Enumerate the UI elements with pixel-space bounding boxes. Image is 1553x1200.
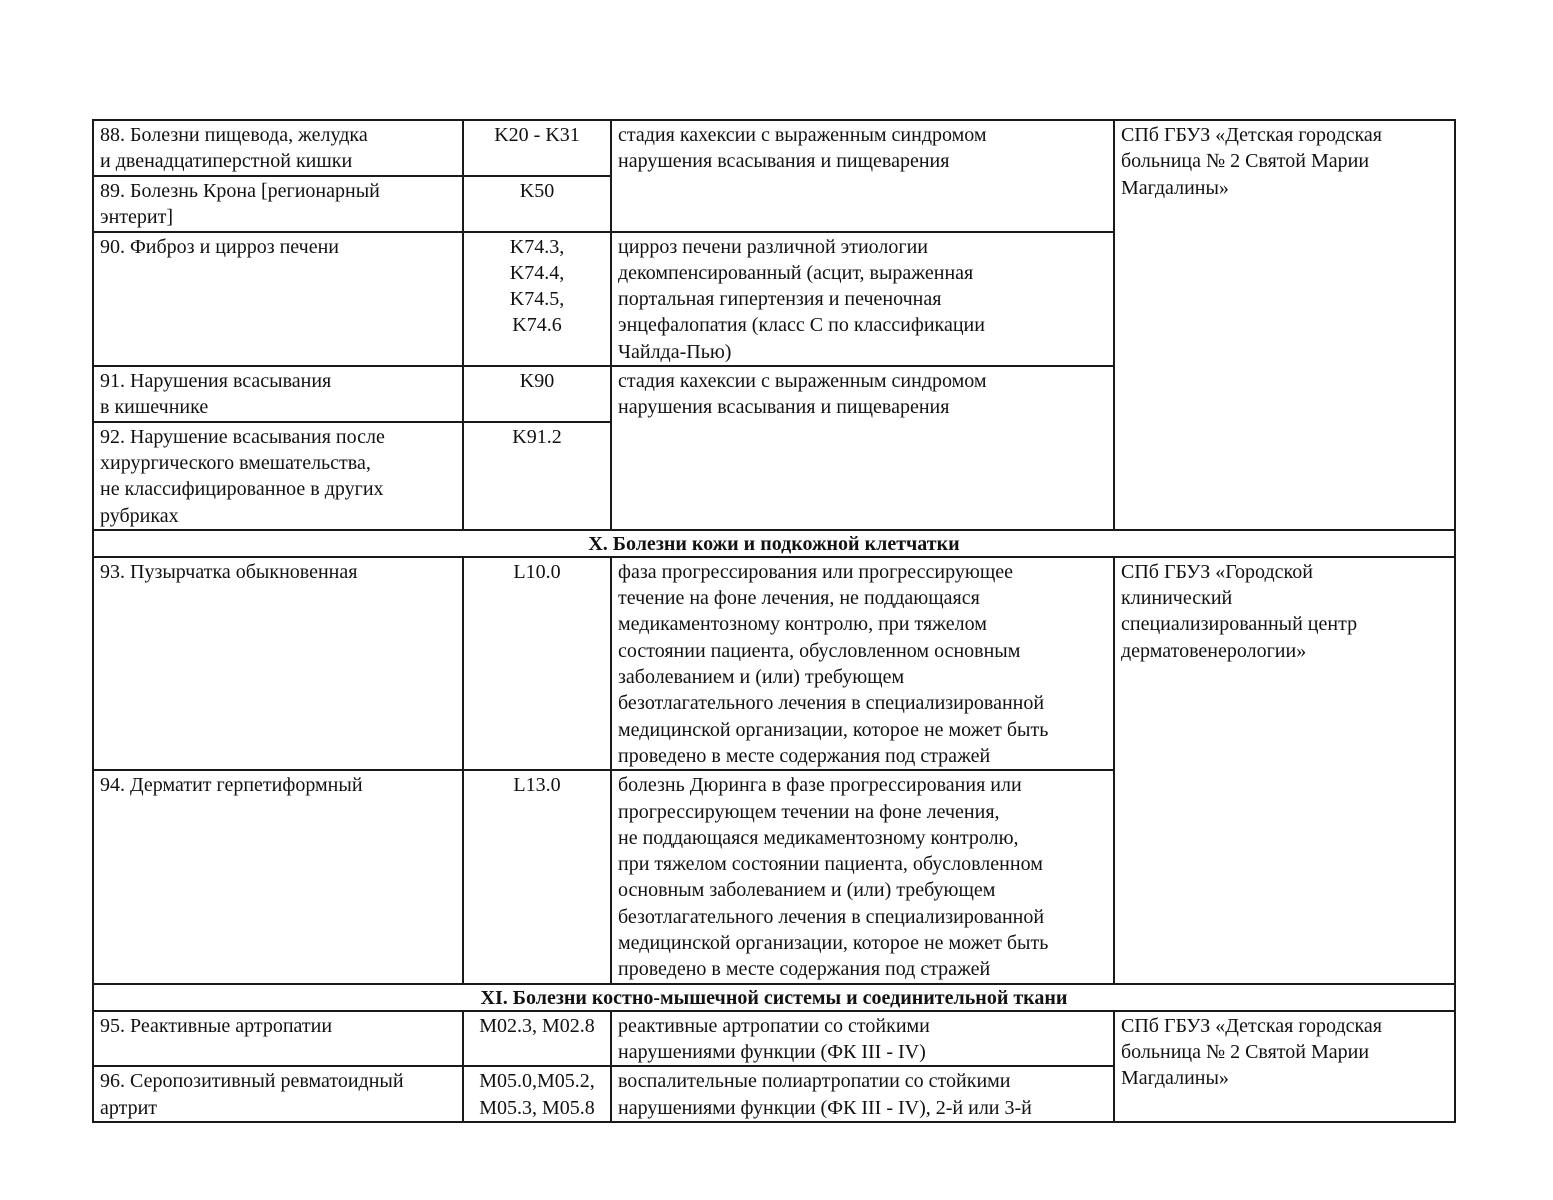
condition-cell <box>611 366 1114 530</box>
text-line: СПб ГБУЗ «Городской <box>1121 560 1313 583</box>
text-line: воспалительные полиартропатии со стойкими <box>618 1070 1011 1093</box>
icd-code-cell <box>463 1066 611 1122</box>
table-row <box>93 120 1455 176</box>
text-line: нарушения всасывания и пищеварения <box>618 150 950 173</box>
text-line: в кишечнике <box>100 396 209 419</box>
icd-code-cell <box>463 176 611 232</box>
text-line: состоянии пациента, обусловленном основным <box>618 639 1021 662</box>
text-line: энтерит] <box>100 206 174 229</box>
text-line: 90. Фиброз и цирроз печени <box>100 235 340 258</box>
section-row <box>93 984 1455 1011</box>
text-line: декомпенсированный (асцит, выраженная <box>618 261 974 284</box>
section-row <box>93 530 1455 557</box>
text-line: клинический <box>1121 587 1233 610</box>
text-line: 89. Болезнь Крона [регионарный <box>100 180 380 202</box>
disease-name-cell <box>93 1066 463 1122</box>
disease-name-cell <box>93 1011 463 1067</box>
text-line: течение на фоне лечения, не поддающаяся <box>618 587 980 610</box>
text-line: K74.4, <box>509 261 565 284</box>
icd-code-cell <box>463 366 611 422</box>
text-line: не классифицированное в других <box>100 478 384 501</box>
text-line: безотлагательного лечения в специализированной <box>618 905 1045 928</box>
disease-name-cell <box>93 232 463 366</box>
text-line: цирроз печени различной этиологии <box>618 235 929 258</box>
text-line: Магдалины» <box>1121 176 1229 199</box>
text-line: проведено в месте содержания под стражей <box>618 958 991 981</box>
text-line: K20 - K31 <box>494 124 580 146</box>
icd-code-cell <box>463 232 611 366</box>
disease-name-cell <box>93 557 463 770</box>
text-line: M02.3, M02.8 <box>479 1014 595 1037</box>
text-line: K74.6 <box>512 314 562 337</box>
text-line: портальная гипертензия и печеночная <box>618 288 942 311</box>
text-line: безотлагательного лечения в специализированной <box>618 692 1045 715</box>
text-line: СПб ГБУЗ «Детская городская <box>1121 1014 1383 1037</box>
text-line: нарушениями функции (ФК III - IV) <box>618 1040 926 1063</box>
text-line: болезнь Дюринга в фазе прогрессирования или <box>618 774 1022 797</box>
text-line: Чайлда-Пью) <box>618 340 732 363</box>
text-line: заболеванием и (или) требующем <box>618 666 905 689</box>
disease-name-cell <box>93 366 463 422</box>
text-line: медикаментозному контролю, при тяжелом <box>618 613 987 636</box>
text-line: 96. Серопозитивный ревматоидный <box>100 1070 404 1093</box>
text-line: K74.5, <box>509 288 565 311</box>
text-line: больница № 2 Святой Марии <box>1121 1040 1370 1063</box>
text-line: K50 <box>519 180 555 202</box>
text-line: рубриках <box>100 504 179 527</box>
text-line: реактивные артропатии со стойкими <box>618 1014 930 1037</box>
text-line: 94. Дерматит герпетиформный <box>100 774 363 797</box>
condition-cell <box>611 232 1114 366</box>
text-line: K74.3, <box>509 235 565 258</box>
text-line: M05.0,M05.2, <box>479 1070 595 1093</box>
text-line: дерматовенерологии» <box>1121 639 1307 662</box>
text-line: стадия кахексии с выраженным синдромом <box>618 370 987 393</box>
condition-cell <box>611 1011 1114 1067</box>
section-heading: X. Болезни кожи и подкожной клетчатки <box>93 530 1455 557</box>
condition-cell <box>611 770 1114 983</box>
text-line: 92. Нарушение всасывания после <box>100 425 385 448</box>
organization-cell <box>1114 557 1455 984</box>
text-line: нарушениями функции (ФК III - IV), 2-й или 3-й <box>618 1096 1032 1119</box>
disease-table <box>92 119 1456 1123</box>
text-line: и двенадцатиперстной кишки <box>100 150 353 173</box>
text-line: больница № 2 Святой Марии <box>1121 150 1370 173</box>
section-heading: XI. Болезни костно-мышечной системы и соединительной ткани <box>93 984 1455 1011</box>
condition-cell <box>611 120 1114 232</box>
icd-code-cell <box>463 422 611 530</box>
organization-cell <box>1114 1011 1455 1122</box>
text-line: 93. Пузырчатка обыкновенная <box>100 560 358 583</box>
text-line: при тяжелом состоянии пациента, обусловленном <box>618 853 1043 876</box>
text-line: основным заболеванием и (или) требующем <box>618 879 996 902</box>
icd-code-cell <box>463 557 611 770</box>
text-line: Магдалины» <box>1121 1067 1229 1090</box>
table-row <box>93 557 1455 770</box>
text-line: 91. Нарушения всасывания <box>100 370 332 393</box>
disease-name-cell <box>93 770 463 983</box>
text-line: хирургического вмешательства, <box>100 451 371 474</box>
text-line: не поддающаяся медикаментозному контролю, <box>618 826 1019 849</box>
text-line: стадия кахексии с выраженным синдромом <box>618 124 987 146</box>
text-line: медицинской организации, которое не может быть <box>618 932 1049 955</box>
disease-name-cell <box>93 120 463 176</box>
text-line: нарушения всасывания и пищеварения <box>618 396 950 419</box>
text-line: K91.2 <box>512 425 562 448</box>
text-line: M05.3, M05.8 <box>479 1096 595 1119</box>
text-line: СПб ГБУЗ «Детская городская <box>1121 124 1383 146</box>
condition-cell <box>611 557 1114 770</box>
text-line: 95. Реактивные артропатии <box>100 1014 333 1037</box>
text-line: 88. Болезни пищевода, желудка <box>100 124 368 146</box>
icd-code-cell <box>463 770 611 983</box>
text-line: артрит <box>100 1096 158 1119</box>
disease-name-cell <box>93 176 463 232</box>
text-line: K90 <box>519 370 555 393</box>
text-line: проведено в месте содержания под стражей <box>618 744 991 767</box>
icd-code-cell <box>463 1011 611 1067</box>
text-line: L13.0 <box>513 774 561 797</box>
icd-code-cell <box>463 120 611 176</box>
disease-name-cell <box>93 422 463 530</box>
text-line: прогрессирующем течении на фоне лечения, <box>618 800 1000 823</box>
condition-cell <box>611 1066 1114 1122</box>
organization-cell <box>1114 120 1455 530</box>
text-line: L10.0 <box>513 560 561 583</box>
text-line: специализированный центр <box>1121 613 1358 636</box>
table-row <box>93 1011 1455 1067</box>
text-line: медицинской организации, которое не может быть <box>618 718 1049 741</box>
text-line: энцефалопатия (класс С по классификации <box>618 314 985 337</box>
text-line: фаза прогрессирования или прогрессирующее <box>618 560 1013 583</box>
